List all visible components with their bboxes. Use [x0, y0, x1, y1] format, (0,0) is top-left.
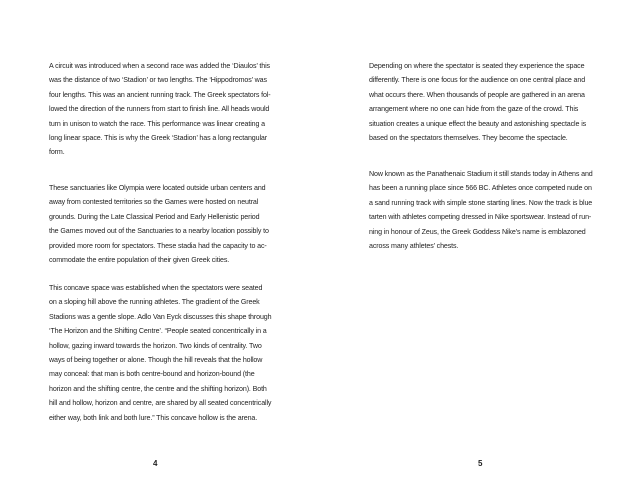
text-line: tarten with athletes competing dressed in Nike sportswear. Instead of run- — [369, 213, 592, 222]
text-line: Now known as the Panathenaic Stadium it still stands today in Athens and — [369, 170, 593, 178]
text-line: form. — [49, 148, 65, 157]
text-line: ways of being together or alone. Though the hill reveals that the hollow — [49, 355, 263, 364]
text-line: was the distance of two ‘Stadion’ or two lengths. The ‘Hippodromos’ was — [49, 76, 267, 85]
text-line: Depending on where the spectator is seated they experience the space — [369, 62, 585, 70]
text-line: across many athletes’ chests. — [369, 241, 459, 250]
right-page — [319, 0, 638, 479]
text-line: four lengths. This was an ancient running track. The Greek spectators fol- — [49, 90, 271, 99]
paragraph-spectator-experience — [369, 59, 586, 145]
text-line: the Games moved out of the Sanctuaries to a nearby location possibly to — [49, 227, 269, 236]
paragraph-sanctuaries — [49, 181, 269, 267]
text-line: hill and hollow, horizon and centre, are shared by all seated concentrically — [49, 399, 272, 408]
text-line: provided more room for spectators. These stadia had the capacity to ac- — [49, 241, 267, 250]
text-line: on a sloping hill above the running athletes. The gradient of the Greek — [49, 298, 260, 307]
text-line: lowed the direction of the runners from start to finish line. All heads would — [49, 105, 270, 114]
paragraph-concave-space — [49, 281, 271, 425]
text-line: may conceal: that man is both centre-bound and horizon-bound (the — [49, 370, 255, 379]
text-line: hollow, gazing inward towards the horizon. Two kinds of centrality. Two — [49, 341, 262, 350]
text-line: grounds. During the Late Classical Period and Early Hellenistic period — [49, 212, 260, 221]
text-line: This concave space was established when the spectators were seated — [49, 284, 263, 292]
paragraph-stadion-history — [49, 59, 271, 160]
text-line: away from contested territories so the Games were hosted on neutral — [49, 198, 259, 207]
paragraph-panathenaic-stadium — [369, 167, 593, 253]
page-number-right: 5 — [478, 459, 483, 468]
text-line: either way, both link and both lure.” This concave hollow is the arena. — [49, 413, 258, 422]
text-line: arrangement where no one can hide from the gaze of the crowd. This — [369, 105, 579, 114]
text-line: turn in unison to watch the race. This performance was linear creating a — [49, 119, 265, 128]
page-number-left: 4 — [153, 459, 158, 468]
text-line: A circuit was introduced when a second race was added the ‘Diaulos’ this — [49, 62, 270, 70]
text-line: Stadions was a gentle slope. Adlo Van Eyck discusses this shape through — [49, 312, 272, 321]
text-line: a sand running track with simple stone starting lines. Now the track is blue — [369, 198, 593, 207]
text-line: what occurs there. When thousands of people are gathered in an arena — [369, 90, 585, 99]
text-line: commodate the entire population of their given Greek cities. — [49, 255, 230, 264]
text-line: differently. There is one focus for the audience on one central place and — [369, 76, 586, 85]
text-line: ‘The Horizon and the Shifting Centre’. “People seated concentrically in a — [49, 327, 267, 336]
text-line: situation creates a unique effect the beauty and astonishing spectacle is — [369, 119, 587, 128]
text-line: has been a running place since 566 BC. Athletes once competed nude on — [369, 184, 592, 193]
text-line: horizon and the shifting centre, the centre and the shifting horizon). Both — [49, 384, 267, 393]
text-line: These sanctuaries like Olympia were located outside urban centers and — [49, 184, 266, 192]
text-line: ning in honour of Zeus, the Greek Goddess Nike’s name is emblazoned — [369, 227, 586, 236]
text-line: long linear space. This is why the Greek ‘Stadion’ has a long rectangular — [49, 133, 267, 142]
text-line: based on the spectators themselves. They become the spectacle. — [369, 133, 568, 142]
